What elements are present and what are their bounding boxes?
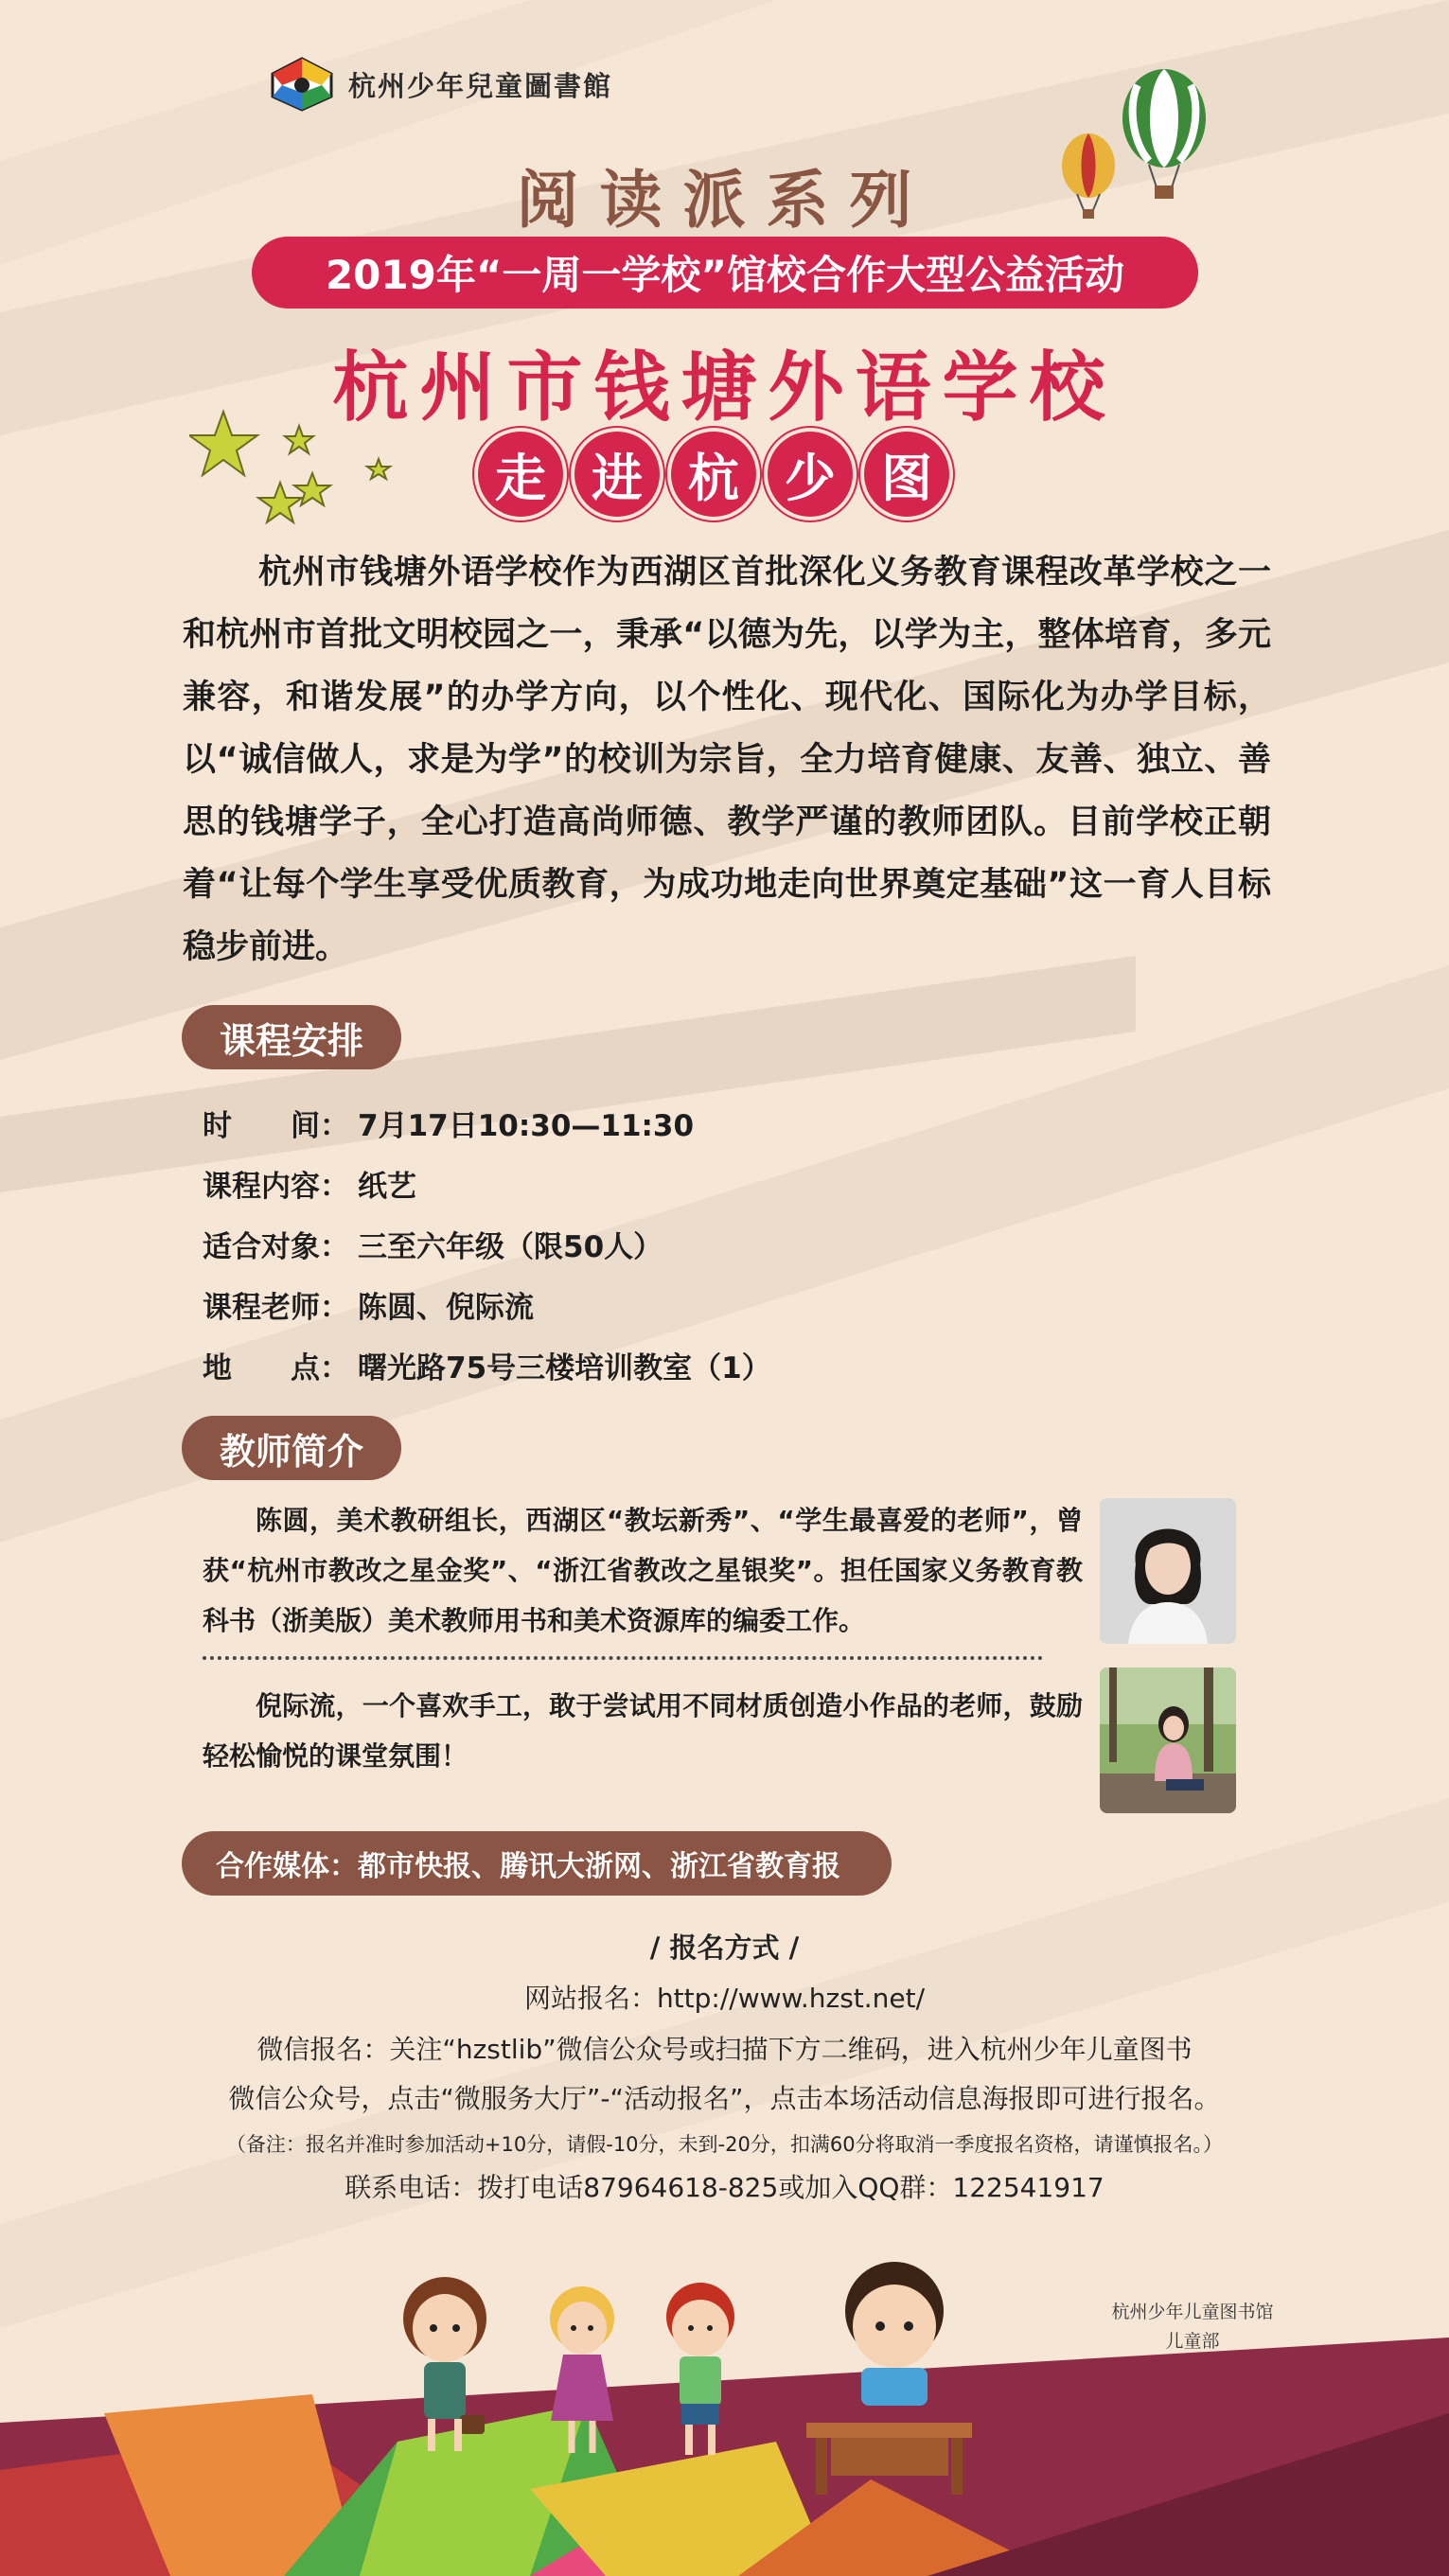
schedule-value: 7月17日10:30—11:30 — [358, 1109, 695, 1143]
registration-note: （备注：报名并准时参加活动+10分，请假-10分，未到-20分，扣满60分将取消一季度报名资格，请谨慎报名。） — [225, 2133, 1224, 2156]
star-icon — [258, 483, 302, 522]
schedule-label: 课程内容： — [203, 1170, 349, 1204]
school-introduction: 杭州市钱塘外语学校作为西湖区首批深化义务教育课程改革学校之一和杭州市首批文明校园之一，秉承“以德为先，以学为主，整体培育，多元兼容，和谐发展”的办学方向，以个性化、现代化、国际化为办学目标，以“诚信做人，求是为学”的校训为宗旨，全力培育健康、友善、独立、善思的钱塘学子，全心打造高尚师德、教学严谨的教师团队。目前学校正朝着“让每个学生享受优质教育，为成功地走向世界奠定基础”这一育人目标稳步前进。 — [183, 554, 1271, 966]
teachers-heading: 教师简介 — [182, 1416, 401, 1480]
title-char-circle: 走 — [478, 432, 563, 517]
series-title: 阅读派系列 — [516, 164, 933, 237]
schedule-row-content — [203, 1156, 771, 1217]
title-char-circle: 图 — [864, 432, 949, 517]
registration-wechat-line2: 微信公众号，点击“微服务大厅”-“活动报名”，点击本场活动信息海报即可进行报名。 — [228, 2083, 1221, 2114]
schedule-row-time — [203, 1096, 771, 1156]
schedule-value: 陈圆、倪际流 — [358, 1291, 534, 1325]
schedule-row-teachers — [203, 1278, 771, 1338]
schedule-row-audience — [203, 1217, 771, 1278]
footer-library: 杭州少年儿童图书馆 — [1111, 2302, 1274, 2322]
footer-department: 儿童部 — [1165, 2331, 1220, 2352]
teacher-photo-nijiliu — [1100, 1667, 1236, 1813]
enter-library-title — [478, 432, 949, 517]
media-partners: 合作媒体：都市快报、腾讯大浙网、浙江省教育报 — [182, 1831, 892, 1896]
title-char-circle: 少 — [768, 432, 853, 517]
star-icon — [294, 473, 330, 505]
event-banner: 2019年“一周一学校”馆校合作大型公益活动 — [252, 237, 1198, 309]
teacher-bio-nijiliu: 倪际流，一个喜欢手工，敢于尝试用不同材质创造小作品的老师，鼓励轻松愉悦的课堂氛围！ — [203, 1690, 1083, 1772]
schedule-heading: 课程安排 — [182, 1005, 401, 1069]
registration-phone: 联系电话：拨打电话87964618-825或加入QQ群：122541917 — [345, 2172, 1104, 2203]
registration-wechat-line1: 微信报名：关注“hzstlib”微信公众号或扫描下方二维码，进入杭州少年儿童图书 — [256, 2034, 1193, 2065]
teacher-bio-chenyuan: 陈圆，美术教研组长，西湖区“教坛新秀”、“学生最喜爱的老师”，曾获“杭州市教改之星金奖”、“浙江省教改之星银奖”。担任国家义务教育教科书（浙美版）美术教师用书和美术资源库的编委工作。 — [203, 1505, 1083, 1636]
schedule-list — [203, 1096, 771, 1399]
star-icon — [367, 459, 390, 479]
schedule-value: 纸艺 — [358, 1170, 416, 1204]
library-logo — [269, 55, 612, 114]
schedule-label: 适合对象： — [203, 1230, 349, 1264]
school-name: 杭州市钱塘外语学校 — [332, 344, 1117, 432]
title-char-circle: 杭 — [671, 432, 756, 517]
schedule-value: 曙光路75号三楼培训教室（1） — [358, 1351, 771, 1385]
library-logo-icon — [269, 55, 335, 114]
schedule-row-location — [203, 1338, 771, 1399]
schedule-label: 地 点： — [203, 1351, 349, 1385]
registration-website: 网站报名：http://www.hzst.net/ — [523, 1983, 926, 2014]
registration-title: / 报名方式 / — [649, 1932, 800, 1964]
schedule-label: 课程老师： — [203, 1291, 349, 1325]
title-char-circle: 进 — [574, 432, 660, 517]
teacher-divider — [203, 1656, 1043, 1660]
library-name: 杭州少年兒童圖書館 — [348, 69, 613, 102]
teacher-photo-chenyuan — [1100, 1498, 1236, 1644]
schedule-label: 时 间： — [203, 1109, 349, 1143]
schedule-value: 三至六年级（限50人） — [358, 1230, 663, 1264]
children-illustration — [0, 2252, 1449, 2576]
